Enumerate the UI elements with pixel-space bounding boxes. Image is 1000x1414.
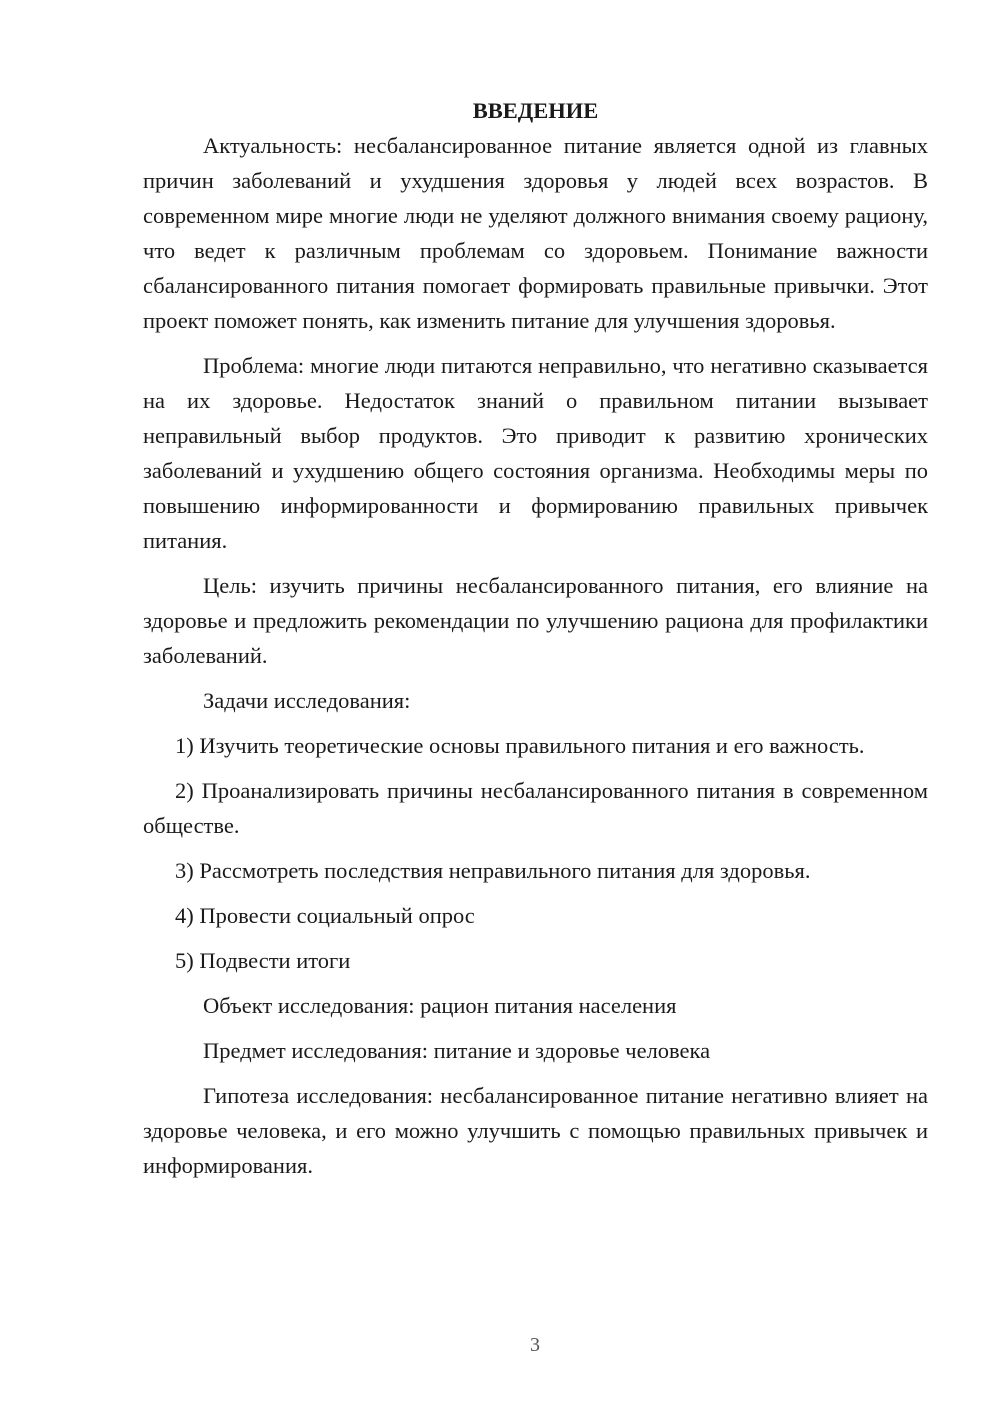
task-item-2: 2) Проанализировать причины несбалансированного питания в современном обществе. — [143, 778, 928, 838]
research-object: Объект исследования: рацион питания населения — [203, 993, 677, 1018]
page-title: ВВЕДЕНИЕ — [472, 98, 599, 123]
research-hypothesis: Гипотеза исследования: несбалансированное питание негативно влияет на здоровье человека, и его можно улучшить с помощью правильных привычек и информирования. — [143, 1083, 928, 1178]
task-item-5: 5) Подвести итоги — [175, 948, 351, 973]
task-item-4: 4) Провести социальный опрос — [175, 903, 475, 928]
relevance-paragraph: Актуальность: несбалансированное питание является одной из главных причин заболеваний и ухудшения здоровья у людей всех возрастов. В современном мире многие люди не уделяют должного внимания своему рациону, что ведет к различным проблемам со здоровьем. Понимание важности сбалансированного питания помогает формировать правильные привычки. Этот проект поможет понять, как изменить питание для улучшения здоровья. — [143, 133, 928, 333]
task-item-1: 1) Изучить теоретические основы правильного питания и его важность. — [175, 733, 865, 758]
tasks-heading: Задачи исследования: — [203, 688, 411, 713]
goal-paragraph: Цель: изучить причины несбалансированного питания, его влияние на здоровье и предложить рекомендации по улучшению рациона для профилактики заболеваний. — [143, 573, 928, 668]
page-number: 3 — [530, 1334, 540, 1356]
research-subject: Предмет исследования: питание и здоровье человека — [203, 1038, 711, 1063]
document-page — [143, 96, 928, 1193]
problem-paragraph: Проблема: многие люди питаются неправильно, что негативно сказывается на их здоровье. Недостаток знаний о правильном питании вызывает неправильный выбор продуктов. Это приводит к развитию хронических заболеваний и ухудшению общего состояния организма. Необходимы меры по повышению информированности и формированию правильных привычек питания. — [143, 353, 928, 553]
task-item-3: 3) Рассмотреть последствия неправильного питания для здоровья. — [175, 858, 811, 883]
